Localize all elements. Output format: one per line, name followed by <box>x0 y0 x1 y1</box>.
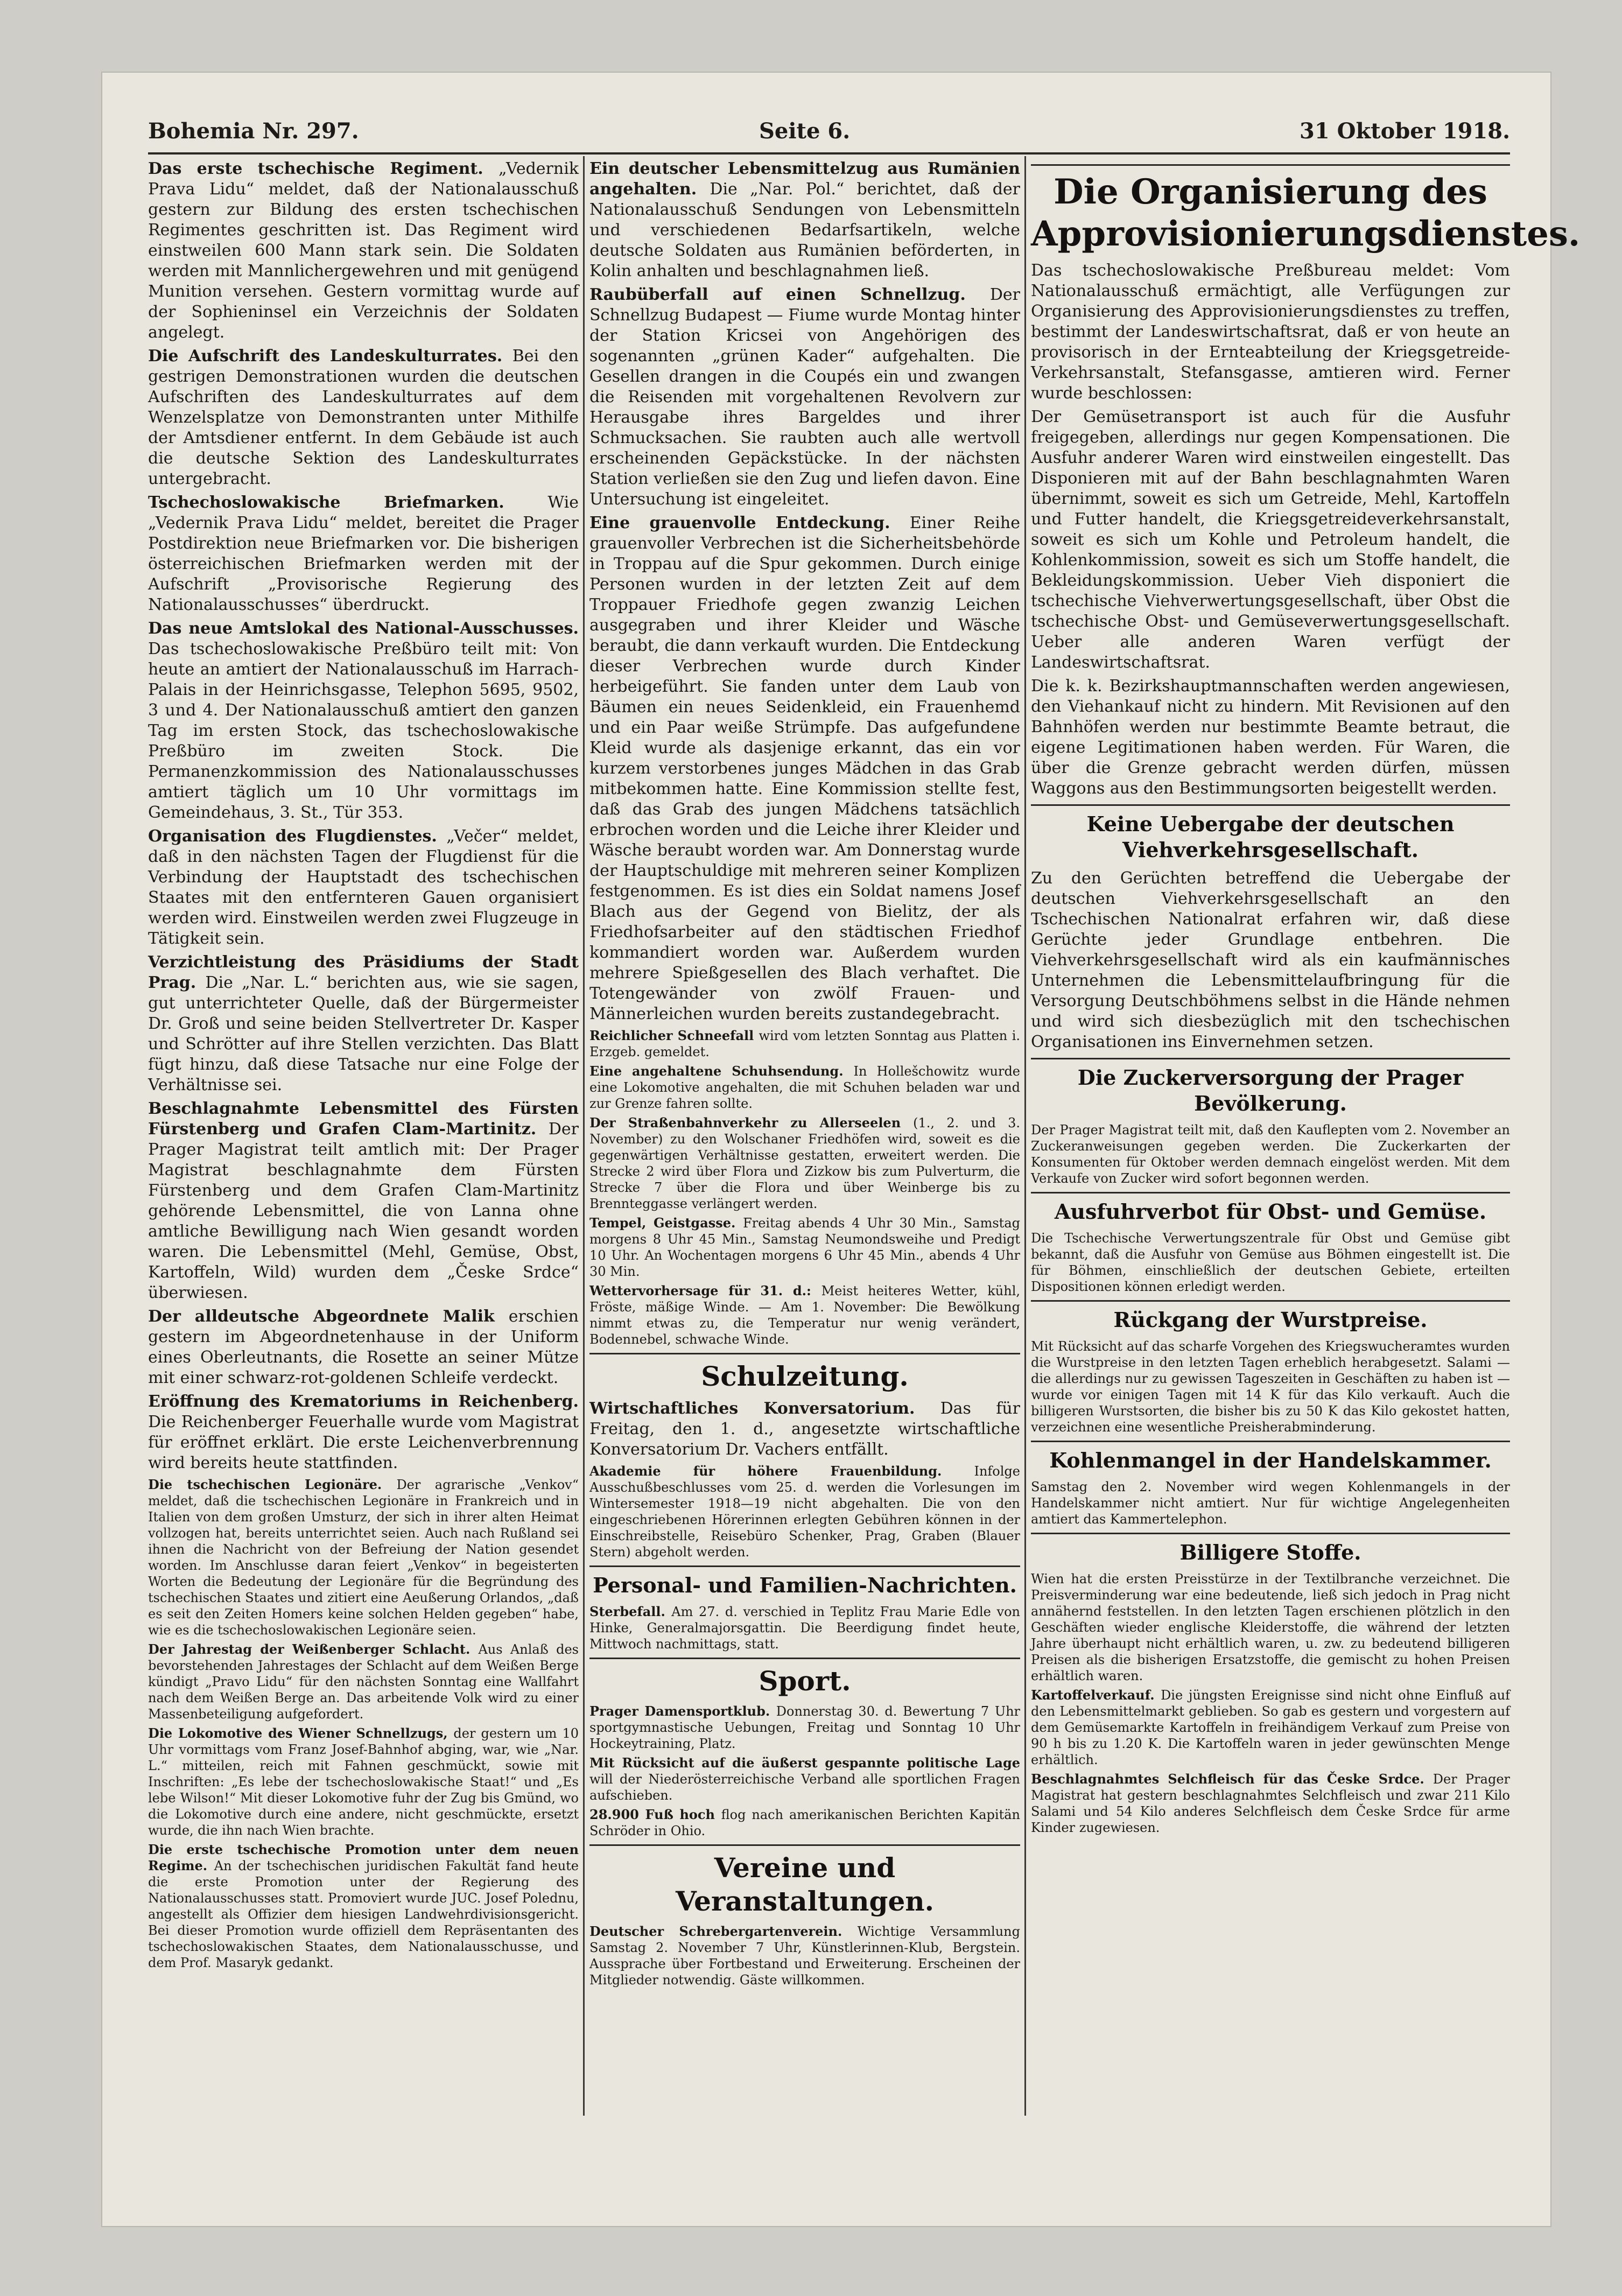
section-title: Sport. <box>759 1665 851 1697</box>
article-paragraph <box>589 1028 1020 1060</box>
article-paragraph <box>148 952 579 1096</box>
article-title: Das neue Amtslokal des National-Ausschusses. <box>148 619 579 638</box>
article-paragraph <box>589 1923 1020 1988</box>
article-text: Der Prager Magistrat teilt amtlich mit: Der Prager Magistrat beschlagnahmte dem Fürsten Fürstenberg und dem Grafen Clam-Martinitz gehörende Lebensmittel, die von Lanna ohne amtliche Bewilligung nach Wien gesandt worden waren. Die Lebensmittel (Mehl, Gemüse, Obst, Kartoffeln, Wild) wurden dem „Česke Srdce“ überwiesen. <box>148 1120 579 1302</box>
article-paragraph <box>589 1604 1020 1652</box>
article-paragraph <box>589 513 1020 1024</box>
article-title: Organisation des Flugdienstes. <box>148 827 447 846</box>
section-title: Schulzeitung. <box>701 1360 909 1392</box>
article-title: Eine grauenvolle Entdeckung. <box>589 514 910 532</box>
section-title: Keine Uebergabe der deutschen Viehverkehrsgesellschaft. <box>1086 812 1455 862</box>
article-text: Der Schnellzug Budapest — Fiume wurde Montag hinter der Station Kricsei von Angehörigen des sogenannten „grünen Kader“ aufgehalten. Die Gesellen drangen in die Coupés ein und zwangen die Reisenden mit vorgehaltenen Revolvern zur Herausgabe ihres Bargeldes und ihrer Schmucksachen. Sie raubten auch alle wertvoll erscheinenden Gepäckstücke. In der nächsten Station verließen sie den Zug und liefen davon. Eine Untersuchung ist eingeleitet. <box>589 285 1020 509</box>
article-paragraph <box>589 159 1020 282</box>
article-title: Der alldeutsche Abgeordnete Malik <box>148 1307 509 1326</box>
section-title: Die Organisierung des Approvisionierungsdienstes. <box>1031 172 1581 254</box>
article-paragraph <box>1031 1338 1510 1435</box>
article-paragraph <box>589 1399 1020 1460</box>
article-text: Am 27. d. verschied in Teplitz Frau Marie Edle von Hinke, Generalmajorsgattin. Die Beerdigung findet heute, Mittwoch nachmittags, statt. <box>589 1604 1021 1652</box>
article-title: Die erste tschechische Promotion unter dem neuen Regime. <box>148 1842 579 1873</box>
article-text: erschien gestern im Abgeordnetenhause in der Uniform eines Oberleutnants, die Rosette an seiner Mütze mit einer schwarz-rot-goldenen Schleife verdeckt. <box>148 1307 579 1387</box>
article-title: Beschlagnahmtes Selchfleisch für das Česke Srdce. <box>1031 1771 1433 1787</box>
section-divider <box>589 1353 1020 1354</box>
article-paragraph <box>1031 676 1510 799</box>
article-title: Raubüberfall auf einen Schnellzug. <box>589 285 990 304</box>
article-title: Eine angehaltene Schuhsendung. <box>589 1063 854 1079</box>
article-paragraph <box>1031 1571 1510 1684</box>
article-title: Sterbefall. <box>589 1604 672 1619</box>
article-text: Der agrarische „Venkov“ meldet, daß die tschechischen Legionäre in Frankreich und in Italien von dem großen Umsturz, der sich in ihrer alten Heimat vollzogen hat, bereits unterrichtet seien. Auch nach Rußland sei ihnen die Nachricht von der Befreiung der Nation gesendet worden. Im Anschlusse daran feiert „Venkov“ in begeisterten Worten die Bedeutung der Legionäre für die Begründung des tschechischen Staates und zitiert eine Aeußerung Orlandos, „daß es seit den Zeiten Homers keine solchen Helden gegeben“ habe, wie es die tschechoslowakischen Legionäre seien. <box>148 1477 579 1638</box>
article-text: An der tschechischen juridischen Fakultät fand heute die erste Promotion unter der Regierung des Nationalausschusses statt. Promoviert wurde JUC. Josef Polednu, angestellt als Offizier dem hiesigen Landwehrdivisionsgericht. Bei dieser Promotion wurde offiziell dem Repräsentanten des tschechoslowakischen Staates, dem Nationalausschusse, und dem Prof. Masaryk gedankt. <box>148 1858 579 1970</box>
article-text: (1., 2. und 3. November) zu den Wolschaner Friedhöfen wird, soweit es die gegenwärtigen Verhältnisse gestatten, erweitert werden. Die Strecke 2 wird über Flora und Zizkow bis zum Pulverturm, die Strecke 7 über die Flora und über Weinberge bis zu Brennteggasse verlängert werden. <box>589 1115 1020 1211</box>
article-title: Der Jahrestag der Weißenberger Schlacht. <box>148 1641 479 1657</box>
article-paragraph <box>589 285 1020 510</box>
article-text: der gestern um 10 Uhr vormittags vom Franz Josef-Bahnhof abging, war, wie „Nar. L.“ mitteilen, reich mit Fahnen geschmückt, sowie mit Inschriften: „Es lebe der tschechoslowakische Staat!“ und „Es lebe Wilson!“ Mit dieser Lokomotive fuhr der Zug bis Gmünd, wo die Lokomotive durch eine andere, nicht geschmückte, ersetzt wurde, die ihn nach Wien brachte. <box>148 1726 579 1838</box>
header-left: Bohemia Nr. 297. <box>148 118 359 144</box>
article-paragraph <box>1031 1122 1510 1186</box>
article-text: Die Tschechische Verwertungszentrale für Obst und Gemüse gibt bekannt, daß die Ausfuhr von Gemüse aus Böhmen eingestellt ist. Die für Böhmen, einschließlich der deutschen Gebiete, erteilten Dispositionen können erledigt werden. <box>1031 1231 1510 1294</box>
article-paragraph <box>1031 1479 1510 1527</box>
article-text: Wien hat die ersten Preisstürze in der Textilbranche verzeichnet. Die Preisverminderung war eine bedeutende, ließ sich jedoch in Prag nicht annähernd feststellen. In den letzten Tagen erschienen plötzlich in den Geschäften wieder englische Kleiderstoffe, die während der letzten Jahre überhaupt nicht erhältlich waren, u. zw. zu bedeutend billigeren Preisen als die bisherigen Ersatzstoffe, die gemischt zu hohen Preisen erhältlich waren. <box>1031 1571 1510 1683</box>
article-text: wird vom letzten Sonntag aus Platten i. Erzgeb. gemeldet. <box>589 1028 1021 1059</box>
section-divider <box>1031 1441 1510 1442</box>
article-text: Das tschechoslowakische Preßbureau meldet: Vom Nationalausschuß ermächtigt, alle Verfügungen zur Organisierung des Approvisionierungsdienstes zu treffen, bestimmt der Landeswirtschaftsrat, daß er von heute an provisorisch in der Ernteabteilung der Kriegsgetreide-Verkehrsanstalt, Stefansgasse, amtieren wird. Ferner wurde beschlossen: <box>1031 261 1510 403</box>
article-paragraph <box>148 1477 579 1638</box>
section-title: Vereine und Veranstaltungen. <box>675 1852 935 1917</box>
column-1 <box>148 159 579 2118</box>
article-title: Reichlicher Schneefall <box>589 1028 759 1043</box>
article-paragraph <box>1031 261 1510 404</box>
column-divider-2 <box>1024 156 1026 2116</box>
article-text: Infolge Ausschußbeschlusses vom 25. d. werden die Vorlesungen im Wintersemester 1918—19 nicht abgehalten. Die von den eingeschriebenen Hörerinnen erlegten Gebühren können in der Einschreibstelle, Reisebüro Schenker, Prag, Graben (Blauer Stern) abgeholt werden. <box>589 1464 1020 1560</box>
article-paragraph <box>589 1063 1020 1112</box>
section-divider <box>1031 1192 1510 1193</box>
article-text: flog nach amerikanischen Berichten Kapitän Schröder in Ohio. <box>589 1807 1020 1838</box>
article-paragraph <box>589 1755 1020 1803</box>
section-title: Ausfuhrverbot für Obst- und Gemüse. <box>1054 1199 1487 1224</box>
article-title: Die Lokomotive des Wiener Schnellzugs, <box>148 1725 454 1741</box>
section-divider <box>589 1565 1020 1567</box>
article-text: Donnerstag 30. d. Bewertung 7 Uhr sportgymnastische Uebungen, Freitag und Sonntag 10 Uhr Hockeytraining, Platz. <box>589 1704 1020 1751</box>
article-text: In Hollešchowitz wurde eine Lokomotive angehalten, die mit Schuhen beladen war und zur Grenze fahren sollte. <box>589 1064 1021 1111</box>
article-title: Eröffnung des Krematoriums in Reichenberg. <box>148 1392 579 1411</box>
article-title: Kartoffelverkauf. <box>1031 1687 1161 1703</box>
article-paragraph <box>1031 1230 1510 1295</box>
column-2 <box>589 159 1020 2118</box>
article-paragraph <box>589 1463 1020 1560</box>
article-text: Der Gemüsetransport ist auch für die Ausfuhr freigegeben, allerdings nur gegen Kompensationen. Die Ausfuhr anderer Waren wird einstweilen eingestellt. Das Disponieren mit auf der Bahn beschlagnahmten Waren übernimmt, soweit es sich um Getreide, Mehl, Kartoffeln und Futter handelt, die Kriegsgetreideverkehrsanstalt, soweit es sich um Kohle und Petroleum handelt, die Kohlenkommission, soweit es sich um Stoffe handelt, die Bekleidungskommission. Ueber Vieh disponiert die tschechische Viehverwertungsgesellschaft, über Obst die tschechische Obst- und Gemüseverwertungsgesellschaft. Ueber alle anderen Waren verfügt der Landeswirtschaftsrat. <box>1031 408 1510 672</box>
section-title: Die Zuckerversorgung der Prager Bevölkerung. <box>1077 1065 1464 1115</box>
article-paragraph <box>148 1725 579 1838</box>
article-title: Mit Rücksicht auf die äußerst gespannte politische Lage <box>589 1755 1020 1771</box>
section-title: Personal- und Familien-Nachrichten. <box>593 1573 1017 1597</box>
article-paragraph <box>148 1842 579 1971</box>
section-divider <box>1031 1300 1510 1302</box>
article-title: Verzichtleistung des Präsidiums der Stadt Prag. <box>148 953 579 992</box>
header-right: 31 Oktober 1918. <box>1300 118 1510 144</box>
article-paragraph <box>148 159 579 343</box>
section-title: Rückgang der Wurstpreise. <box>1113 1308 1428 1332</box>
article-paragraph <box>148 1307 579 1388</box>
article-text: Die „Nar. L.“ berichten aus, wie sie sagen, gut unterrichteter Quelle, daß der Bürgermeister Dr. Groß und seine beiden Stellvertreter Dr. Kasper und Schrötter auf ihre Stellen verzichten. Das Blatt fügt hinzu, daß diese Tatsache nur eine Folge der Verhältnisse sei. <box>148 973 579 1094</box>
section-title: Billigere Stoffe. <box>1179 1540 1361 1564</box>
article-text: Die Reichenberger Feuerhalle wurde vom Magistrat für eröffnet erklärt. Die erste Leichenverbrennung wird bereits heute stattfinden. <box>148 1413 579 1472</box>
article-paragraph <box>148 493 579 615</box>
article-title: Wirtschaftliches Konversatorium. <box>589 1399 940 1418</box>
article-paragraph <box>589 1283 1020 1347</box>
article-paragraph <box>148 346 579 489</box>
article-paragraph <box>148 1099 579 1303</box>
section-divider <box>589 1844 1020 1846</box>
article-text: Bei den gestrigen Demonstrationen wurden die deutschen Aufschriften des Landeskulturrates auf dem Wenzelsplatze von Demonstranten unter Mithilfe der Amtsdiener entfernt. In dem Gebäude ist auch die deutsche Sektion des Landeskulturrates untergebracht. <box>148 347 579 488</box>
article-text: Einer Reihe grauenvoller Verbrechen ist die Sicherheitsbehörde in Troppau auf die Spur gekommen. Durch einige Personen wurden in der letzten Zeit auf dem Troppauer Friedhofe gegen zwanzig Leichen ausgegraben und ihrer Kleider und Wäsche beraubt, die dann verkauft wurden. Die Entdeckung dieser Verbrechen wurde durch Kinder herbeigeführt. Sie fanden unter dem Laub von Bäumen ein neues Seidenkleid, ein Frauenhemd und ein Paar weiße Strümpfe. Das aufgefundene Kleid wurde als dasjenige erkannt, das ein vor kurzem verstorbenes junges Mädchen in das Grab mitbekommen hatte. Eine Kommission stellte fest, daß das Grab des jungen Mädchens tatsächlich erbrochen worden und die Leiche ihrer Kleider und Wäsche beraubt worden war. Am Donnerstag wurde der Hauptschuldige mit mehreren seiner Komplizen festgenommen. Es ist dies ein Soldat namens Josef Blach aus der Gegend von Bielitz, der als Friedhofsarbeiter auf den städtischen Friedhof kommandiert worden war. Außerdem wurden mehrere Spießgesellen des Blach verhaftet. Die Totengewänder von zwölf Frauen- und Männerleichen wurden bereits zustandegebracht. <box>589 514 1020 1023</box>
newspaper-page <box>102 73 1581 2226</box>
article-text: Das für Freitag, den 1. d., angesetzte wirtschaftliche Konversatorium Dr. Vachers entfällt. <box>589 1399 1021 1459</box>
article-text: Mit Rücksicht auf das scharfe Vorgehen des Kriegswucheramtes wurden die Wurstpreise in den letzten Tagen erheblich herabgesetzt. Salami — die allerdings nur zu gewissen Tageszeiten in Geschäften zu haben ist — wurde vor einigen Tagen mit 14 K für das Kilo verkauft. Auch die billigeren Wurstsorten, die bisher bis zu 50 K das Kilo gekostet hatten, verzeichnen eine wesentliche Preisherabminderung. <box>1031 1339 1510 1435</box>
article-text: Samstag den 2. November wird wegen Kohlenmangels in der Handelskammer nicht amtiert. Nur für wichtige Angelegenheiten amtiert das Kammertelephon. <box>1031 1479 1510 1527</box>
section-divider <box>1031 1533 1510 1534</box>
article-text: Die jüngsten Ereignisse sind nicht ohne Einfluß auf den Lebensmittelmarkt geblieben. So gab es gestern und vorgestern auf dem Gemüsemarkte Kartoffeln in freihändigem Verkauf zum Preise von 90 h bis zu 1.20 K. Die Kartoffeln waren in jeder gewünschten Menge erhältlich. <box>1031 1688 1511 1767</box>
article-title: Der Straßenbahnverkehr zu Allerseelen <box>589 1115 914 1131</box>
article-text: will der Niederösterreichische Verband alle sportlichen Fragen aufschieben. <box>589 1772 1020 1803</box>
article-paragraph <box>148 1641 579 1722</box>
column-divider-1 <box>583 156 585 2116</box>
section-divider <box>589 1658 1020 1659</box>
article-paragraph <box>1031 1687 1510 1768</box>
article-paragraph <box>148 826 579 949</box>
article-text: Wichtige Versammlung Samstag 2. November 7 Uhr, Künstlerinnen-Klub, Bergstein. Aussprache über Fortbestand und Erweiterung. Erscheinen der Mitglieder notwendig. Gäste willkommen. <box>589 1924 1021 1988</box>
article-text: Wie „Vedernik Prava Lidu“ meldet, bereitet die Prager Postdirektion neue Briefmarken vor. Die bisherigen österreichischen Briefmarken werden mit der Aufschrift „Provisorische Regierung des Nationalausschusses“ überdruckt. <box>148 493 579 614</box>
column-3 <box>1031 159 1581 2118</box>
article-text: Das tschechoslowakische Preßbüro teilt mit: Von heute an amtiert der Nationalausschuß im Harrach-Palais in der Heinrichsgasse, Telephon 5695, 9502, 3 und 4. Der Nationalausschuß amtiert den ganzen Tag im ersten Stock, das tschechoslowakische Preßbüro im zweiten Stock. Die Permanenzkommission des Nationalausschusses amtiert täglich um 10 Uhr vormittags im Gemeindehaus, 3. St., Tür 353. <box>148 640 579 822</box>
article-paragraph <box>589 1115 1020 1212</box>
article-title: Ein deutscher Lebensmittelzug aus Rumänien angehalten. <box>589 159 1020 199</box>
article-title: 28.900 Fuß hoch <box>589 1807 721 1822</box>
article-text: „Večer“ meldet, daß in den nächsten Tagen der Flugdienst für die Verbindung der Hauptstadt des tschechischen Staates mit den entfernteren Gauen organisiert werden wird. Einstweilen werden zwei Flugzeuge in Tätigkeit sein. <box>148 827 579 948</box>
article-text: Die „Nar. Pol.“ berichtet, daß der Nationalausschuß Sendungen von Lebensmitteln und verschiedenen Bedarfsartikeln, welche deutsche Soldaten aus Rumänien beförderten, in Kolin anhalten und beschlagnahmen ließ. <box>589 180 1020 280</box>
article-title: Das erste tschechische Regiment. <box>148 159 499 178</box>
article-paragraph <box>589 1807 1020 1839</box>
article-title: Tschechoslowakische Briefmarken. <box>148 493 548 512</box>
section-divider <box>1031 164 1510 166</box>
article-paragraph <box>589 1703 1020 1752</box>
article-text: Der Prager Magistrat hat gestern beschlagnahmtes Selchfleisch und zwar 211 Kilo Salami und 54 Kilo anderes Selchfleisch dem Česke Srdce für arme Kinder zugewiesen. <box>1031 1772 1511 1835</box>
section-title: Kohlenmangel in der Handelskammer. <box>1049 1448 1492 1472</box>
article-paragraph <box>1031 1771 1510 1836</box>
article-text: Der Prager Magistrat teilt mit, daß den Kauflepten vom 2. November an Zuckeranweisungen gegeben werden. Die Zuckerkarten der Konsumenten für Oktober werden demnach eingelöst werden. Mit dem Verkaufe von Zucker wird sofort begonnen werden. <box>1031 1122 1510 1186</box>
article-paragraph <box>589 1215 1020 1280</box>
article-title: Tempel, Geistgasse. <box>589 1215 743 1231</box>
header-center: Seite 6. <box>759 118 851 144</box>
header-rule <box>148 152 1510 155</box>
article-text: Zu den Gerüchten betreffend die Uebergabe der deutschen Viehverkehrsgesellschaft an den Tschechischen Nationalrat erfahren wir, daß diese Gerüchte jeder Grundlage entbehren. Die Viehverkehrsgesellschaft wird als ein kaufmännisches Unternehmen die Lebensmittelaufbringung für die Versorgung Deutschböhmens selbst in die Hände nehmen und wird sich diesbezüglich mit den tschechischen Organisationen ins Einvernehmen setzen. <box>1031 869 1510 1051</box>
article-text: Die k. k. Bezirkshauptmannschaften werden angewiesen, den Viehankauf nicht zu hindern. Mit Revisionen auf den Bahnhöfen werden nur bestimmte Beamte betraut, die eigene Legitimationen haben werden. Für Waren, die über die Grenze gebracht werden dürfen, müssen Waggons aus den Bestimmungsorten beigestellt werden. <box>1031 677 1510 798</box>
page-header <box>148 113 1510 151</box>
article-text: „Vedernik Prava Lidu“ meldet, daß der Nationalausschuß gestern zur Bildung des ersten tschechischen Regimentes geschritten ist. Das Regiment wird einstweilen 600 Mann stark sein. Die Soldaten werden mit Mannlichergewehren und mit genügend Munition versehen. Gestern vormittag wurde auf der Sophieninsel ein Verzeichnis der Soldaten angelegt. <box>148 159 579 342</box>
article-title: Prager Damensportklub. <box>589 1703 776 1719</box>
article-title: Akademie für höhere Frauenbildung. <box>589 1463 974 1479</box>
article-text: Meist heiteres Wetter, kühl, Fröste, mäßige Winde. — Am 1. November: Die Bewölkung nimmt etwas zu, die Temperatur nur wenig verändert, Bodennebel, schwache Winde. <box>589 1283 1021 1347</box>
article-title: Die Aufschrift des Landeskulturrates. <box>148 347 512 366</box>
article-text: Freitag abends 4 Uhr 30 Min., Samstag morgens 8 Uhr 45 Min., Samstag Neumondsweihe und Predigt 10 Uhr. An Wochentagen morgens 6 Uhr 45 Min., abends 4 Uhr 30 Min. <box>589 1216 1020 1279</box>
section-divider <box>1031 1058 1510 1059</box>
section-divider <box>1031 804 1510 806</box>
article-text: Aus Anlaß des bevorstehenden Jahrestages der Schlacht auf dem Weißen Berge kündigt „Pravo Lidu“ für den nächsten Sonntag eine Wallfahrt nach dem Weißen Berge an. Das arbeitende Volk wird zu einer Massenbeteiligung aufgefordert. <box>148 1642 579 1722</box>
article-paragraph <box>1031 868 1510 1052</box>
article-paragraph <box>148 1392 579 1473</box>
article-title: Die tschechischen Legionäre. <box>148 1477 397 1492</box>
article-title: Wettervorhersage für 31. d.: <box>589 1283 821 1298</box>
article-paragraph <box>148 619 579 823</box>
article-title: Beschlagnahmte Lebensmittel des Fürsten Fürstenberg und Grafen Clam-Martinitz. <box>148 1099 579 1139</box>
article-paragraph <box>1031 407 1510 673</box>
article-title: Deutscher Schrebergartenverein. <box>589 1923 858 1939</box>
